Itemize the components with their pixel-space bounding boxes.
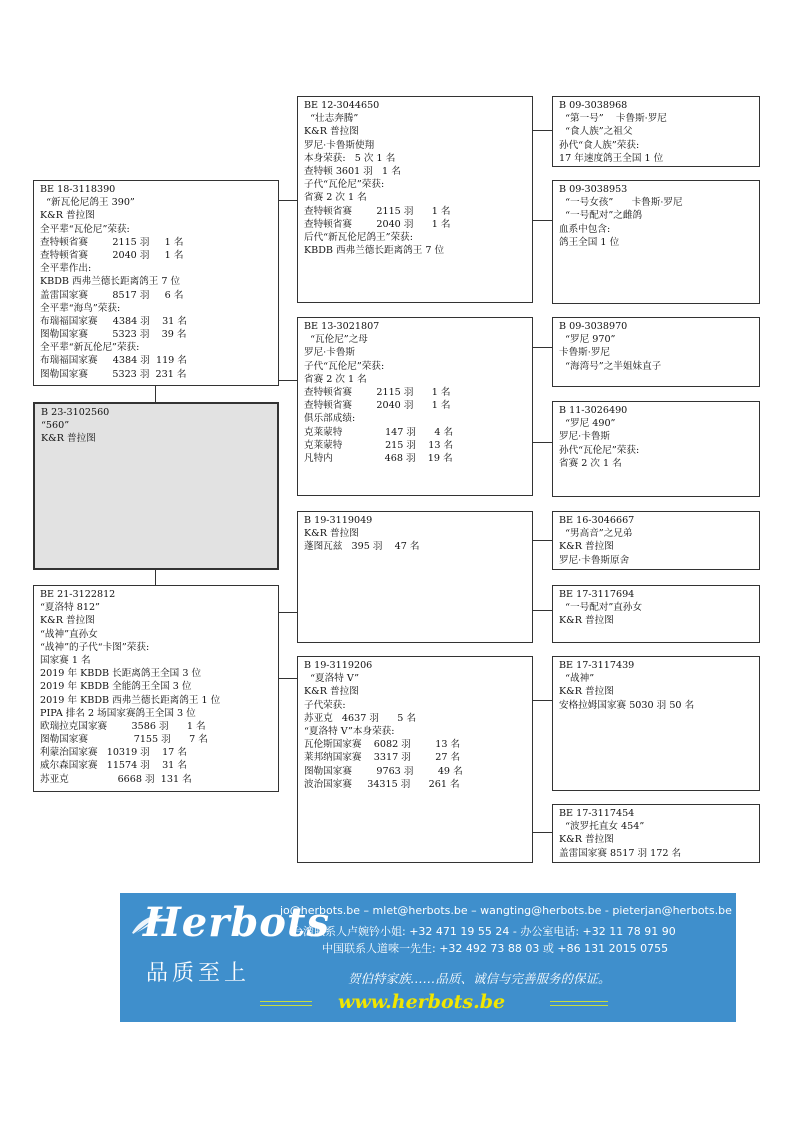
pedigree-box-sire-dam <box>297 317 533 496</box>
connector-dd-dds <box>533 700 552 701</box>
china-contact: 中国联系人道唻一先生: +32 492 73 88 03 或 +86 131 2015 0755 <box>322 942 669 955</box>
pedigree-line: “夏洛特 V” <box>304 673 360 685</box>
pedigree-line: 查特顿省赛 2040 羽 1 名 <box>40 249 184 261</box>
connector-sd-sdd <box>533 442 552 443</box>
pedigree-line: “夏洛特 V”本身荣获: <box>304 725 395 737</box>
pedigree-line: 克莱蒙特 147 羽 4 名 <box>304 426 454 438</box>
pedigree-box-sire <box>33 180 279 386</box>
connector-dd-ddd <box>533 832 552 833</box>
pedigree-line: 布瑞福国家赛 4384 羽 31 名 <box>40 315 187 327</box>
ring-number: BE 21-3122812 <box>40 589 116 600</box>
pedigree-line: KBDB 西弗兰德长距离鸽王 7 位 <box>304 245 445 257</box>
pedigree-line: 图勒国家赛 9763 羽 49 名 <box>304 765 463 777</box>
connector-sd-sds <box>533 347 552 348</box>
pedigree-line: “波罗托直女 454” <box>559 821 645 833</box>
connector-ss-sss <box>533 130 552 131</box>
pedigree-line: 欧瑞拉克国家赛 3586 羽 1 名 <box>40 720 206 732</box>
pedigree-line: 布瑞福国家赛 4384 羽 119 名 <box>40 355 187 367</box>
connector-ds-dss <box>533 540 552 541</box>
herbots-logo: Herbots <box>143 899 330 946</box>
pedigree-line: 后代“新瓦伦尼鸽王”荣获: <box>304 231 413 243</box>
pedigree-line: K&R 普拉图 <box>559 541 614 553</box>
pedigree-line: 2019 年 KBDB 长距离鸽王全国 3 位 <box>40 668 202 680</box>
pedigree-line: 威尔森国家赛 11574 羽 31 名 <box>40 760 187 772</box>
pedigree-line: K&R 普拉图 <box>304 528 359 540</box>
pedigree-line: “战神”直孙女 <box>40 628 98 640</box>
pedigree-line: 波治国家赛 34315 羽 261 名 <box>304 778 460 790</box>
pedigree-line: 本身荣获: 5 次 1 名 <box>304 152 396 164</box>
pedigree-box-subject <box>33 402 279 570</box>
pedigree-line: K&R 普拉图 <box>559 834 614 846</box>
pedigree-box-dss <box>552 511 760 570</box>
pedigree-line: 省赛 2 次 1 名 <box>304 192 367 204</box>
pedigree-line: K&R 普拉图 <box>559 615 614 627</box>
pedigree-line: KBDB 西弗兰德长距离鸽王 7 位 <box>40 276 181 288</box>
pedigree-line: 全平辈作出: <box>40 263 92 275</box>
pedigree-line: 蓬图瓦兹 395 羽 47 名 <box>304 541 420 553</box>
pedigree-line: 全平辈“新瓦伦尼”荣获: <box>40 342 140 354</box>
pedigree-line: 孙代“瓦伦尼”荣获: <box>559 444 640 456</box>
pedigree-line: K&R 普拉图 <box>40 210 95 222</box>
pedigree-line: 凡特内 468 羽 19 名 <box>304 452 453 464</box>
pedigree-line: K&R 普拉图 <box>304 686 359 698</box>
connector-ss-ssd <box>533 220 552 221</box>
pedigree-box-dam-dam <box>297 656 533 863</box>
pedigree-line: 利蒙治国家赛 10319 羽 17 名 <box>40 747 187 759</box>
divider-left <box>260 1001 312 1006</box>
pedigree-box-ddd <box>552 804 760 863</box>
pedigree-line: 17 年速度鸽王全国 1 位 <box>559 152 664 164</box>
ring-number: BE 16-3046667 <box>559 515 635 526</box>
pedigree-line: 苏亚克 4637 羽 5 名 <box>304 712 417 724</box>
ring-number: B 09-3038970 <box>559 321 628 332</box>
pedigree-line: 罗尼·卡鲁斯 <box>304 347 356 359</box>
pedigree-line: “海湾号”之半姐妹直子 <box>559 360 662 372</box>
pedigree-line: 子代“瓦伦尼”荣获: <box>304 360 385 372</box>
pedigree-box-dsd <box>552 585 760 643</box>
pedigree-line: “一号配对”直孙女 <box>559 602 643 614</box>
pedigree-line: 血系中包含: <box>559 223 611 235</box>
ring-number: BE 17-3117439 <box>559 660 635 671</box>
ring-number: B 19-3119206 <box>304 660 373 671</box>
ring-number: B 09-3038968 <box>559 100 628 111</box>
ring-number: BE 17-3117694 <box>559 589 635 600</box>
pedigree-line: 罗尼·卡鲁斯使翔 <box>304 139 375 151</box>
pedigree-line: 罗尼·卡鲁斯 <box>559 431 611 443</box>
pedigree-line: 莱邦纳国家赛 3317 羽 27 名 <box>304 752 461 764</box>
pedigree-line: 国家赛 1 名 <box>40 654 91 666</box>
pedigree-box-sdd <box>552 401 760 497</box>
pedigree-box-sss <box>552 96 760 167</box>
ring-number: BE 18-3118390 <box>40 184 116 195</box>
pedigree-line: K&R 普拉图 <box>304 126 359 138</box>
slogan: 品质至上 <box>146 961 251 986</box>
pedigree-line: K&R 普拉图 <box>41 433 96 445</box>
pedigree-line: “一号配对”之雌鸽 <box>559 210 643 222</box>
pedigree-line: PIPA 排名 2 场国家赛鸽王全国 3 位 <box>40 707 196 719</box>
connector-ds-dsd <box>533 610 552 611</box>
tagline: 贺伯特家族……品质、诚信与完善服务的保证。 <box>348 971 611 986</box>
pedigree-line: 瓦伦斯国家赛 6082 羽 13 名 <box>304 739 461 751</box>
email-list: jo@herbots.be – mlet@herbots.be – wangting@herbots.be - pieterjan@herbots.be <box>280 904 732 917</box>
herbots-banner <box>120 893 736 1022</box>
pedigree-box-sds <box>552 317 760 387</box>
pedigree-line: 查特顿省赛 2040 羽 1 名 <box>304 400 451 412</box>
pedigree-line: “夏洛特 812” <box>40 602 100 614</box>
pedigree-line: “男高音”之兄弟 <box>559 528 633 540</box>
ring-number: B 09-3038953 <box>559 184 628 195</box>
divider-right <box>550 1001 608 1006</box>
pedigree-box-dam-sire <box>297 511 533 643</box>
pedigree-line: 俱乐部成绩: <box>304 413 356 425</box>
website-link[interactable]: www.herbots.be <box>338 991 506 1013</box>
pedigree-line: 查特顿 3601 羽 1 名 <box>304 165 401 177</box>
pedigree-line: 卡鲁斯·罗尼 <box>559 347 611 359</box>
connector-dam-dd <box>279 678 297 679</box>
pedigree-line: 查特顿省赛 2115 羽 1 名 <box>40 236 184 248</box>
pedigree-line: 孙代“食人族”荣获: <box>559 139 640 151</box>
pedigree-box-ssd <box>552 180 760 304</box>
connector-sire-sd <box>279 380 297 381</box>
pedigree-line: 苏亚克 6668 羽 131 名 <box>40 773 192 785</box>
pedigree-line: 盖雷国家赛 8517 羽 6 名 <box>40 289 184 301</box>
pedigree-line: 图勒国家赛 5323 羽 39 名 <box>40 329 187 341</box>
pedigree-line: “罗尼 970” <box>559 334 616 346</box>
pedigree-line: 省赛 2 次 1 名 <box>304 373 367 385</box>
pedigree-line: “一号女孩” 卡鲁斯·罗尼 <box>559 197 683 209</box>
pedigree-line: “战神” <box>559 673 595 685</box>
pedigree-line: “新瓦伦尼鸽王 390” <box>40 197 135 209</box>
pedigree-line: 盖雷国家赛 8517 羽 172 名 <box>559 847 682 859</box>
pedigree-line: 2019 年 KBDB 西弗兰德长距离鸽王 1 位 <box>40 694 221 706</box>
pedigree-line: 安格拉姆国家赛 5030 羽 50 名 <box>559 699 695 711</box>
pedigree-line: 图勒国家赛 5323 羽 231 名 <box>40 368 187 380</box>
pedigree-box-sire-sire <box>297 96 533 303</box>
pedigree-line: “第一号” 卡鲁斯·罗尼 <box>559 113 667 125</box>
pedigree-line: “食人族”之祖父 <box>559 126 633 138</box>
pedigree-line: 查特顿省赛 2115 羽 1 名 <box>304 205 451 217</box>
pedigree-line: 鸽王全国 1 位 <box>559 236 620 248</box>
pedigree-line: K&R 普拉图 <box>559 686 614 698</box>
pedigree-line: “瓦伦尼”之母 <box>304 334 368 346</box>
pedigree-box-dam <box>33 585 279 792</box>
pedigree-line: “壮志奔腾” <box>304 113 359 125</box>
pedigree-line: 2019 年 KBDB 全能鸽王全国 3 位 <box>40 681 192 693</box>
pedigree-line: 子代荣获: <box>304 699 346 711</box>
connector-sire-subject <box>155 386 156 402</box>
ring-number: BE 13-3021807 <box>304 321 380 332</box>
pedigree-line: 子代“瓦伦尼”荣获: <box>304 179 385 191</box>
pedigree-line: 查特顿省赛 2040 羽 1 名 <box>304 218 451 230</box>
pedigree-line: “560” <box>41 420 70 432</box>
pedigree-line: 省赛 2 次 1 名 <box>559 457 622 469</box>
pedigree-line: 查特顿省赛 2115 羽 1 名 <box>304 386 451 398</box>
pedigree-line: 图勒国家赛 7155 羽 7 名 <box>40 734 208 746</box>
pedigree-line: “战神”的子代“卡图”荣获: <box>40 641 150 653</box>
pedigree-line: 全平辈“瓦伦尼”荣获: <box>40 223 130 235</box>
pedigree-line: 全平辈“海鸟”荣获: <box>40 302 121 314</box>
pedigree-line: K&R 普拉图 <box>40 615 95 627</box>
pedigree-line: 罗尼·卡鲁斯原舍 <box>559 554 630 566</box>
pedigree-line: “罗尼 490” <box>559 418 616 430</box>
ring-number: BE 12-3044650 <box>304 100 380 111</box>
ring-number: BE 17-3117454 <box>559 808 635 819</box>
ring-number: B 19-3119049 <box>304 515 373 526</box>
pedigree-line: 克莱蒙特 215 羽 13 名 <box>304 439 454 451</box>
taiwan-contact: 台湾联系人卢婉钤小姐: +32 471 19 55 24 - 办公室电话: +32 11 78 91 90 <box>292 925 676 938</box>
connector-subject-dam <box>155 570 156 585</box>
ring-number: B 11-3026490 <box>559 405 628 416</box>
pedigree-box-dds <box>552 656 760 791</box>
ring-number: B 23-3102560 <box>41 407 110 418</box>
connector-dam-ds <box>279 612 297 613</box>
connector-sire-ss <box>279 200 297 201</box>
